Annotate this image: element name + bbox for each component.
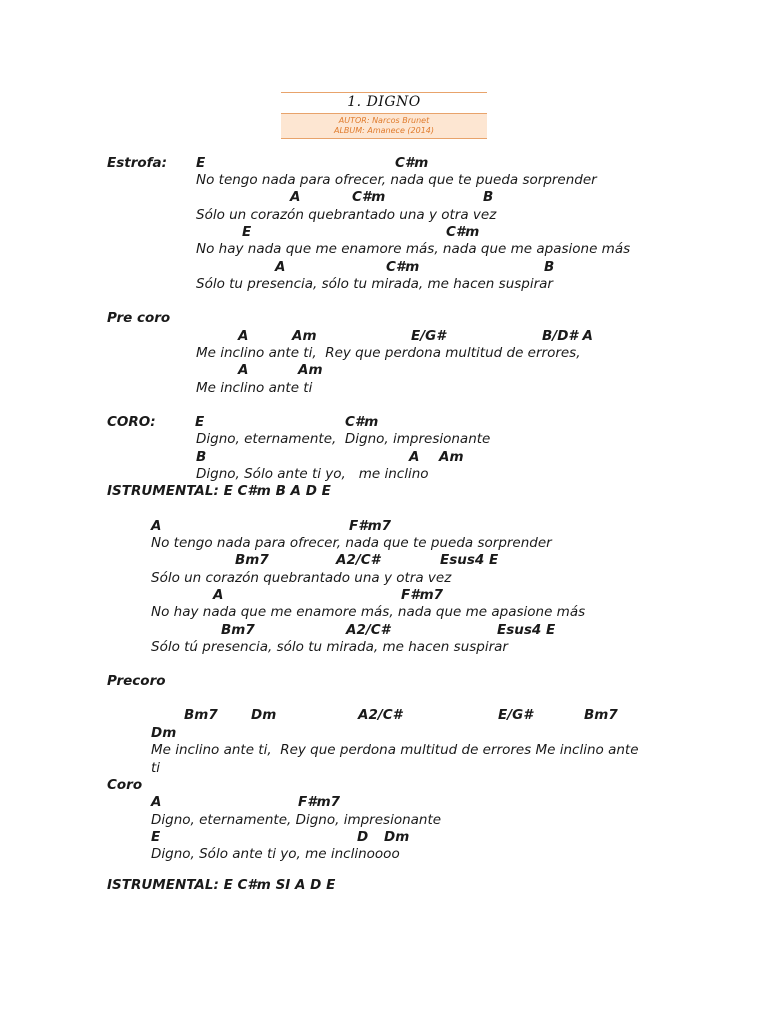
chord-label: Bm7 [184, 707, 218, 723]
lyric-line: Digno, eternamente, Digno, impresionante [151, 812, 442, 828]
chord-label: Am [298, 362, 323, 378]
chord-label: B/D# A [542, 328, 593, 344]
lyric-line: Digno, eternamente, Digno, impresionante [196, 431, 491, 447]
chord-label: D [357, 829, 369, 845]
chord-label: F#m7 [401, 587, 444, 603]
chord-label: A2/C# [346, 622, 391, 638]
lyric-line: No tengo nada para ofrecer, nada que te pueda sorprender [196, 172, 597, 188]
lyric-line: No hay nada que me enamore más, nada que me apasione más [196, 241, 631, 257]
chord-label: C#m [446, 224, 480, 240]
lyric-line: Sólo tu presencia, sólo tu mirada, me hacen suspirar [196, 276, 553, 292]
section-label: ISTRUMENTAL: E C#m SI A D E [107, 877, 336, 893]
author-credit: AUTOR: Narcos Brunet [338, 116, 430, 125]
lyric-line: No hay nada que me enamore más, nada que me apasione más [151, 604, 586, 620]
chord-label: C#m [352, 189, 386, 205]
song-number: 1. [347, 94, 362, 110]
chord-label: E [151, 829, 161, 845]
chord-label: E [195, 414, 205, 430]
chord-label: C#m [395, 155, 429, 171]
chord-label: F#m7 [298, 794, 341, 810]
lyric-line: Me inclino ante ti [196, 380, 313, 396]
chord-label: Am [439, 449, 464, 465]
chord-label: A [290, 189, 301, 205]
section-label: Precoro [107, 673, 166, 689]
chord-label: C#m [345, 414, 379, 430]
credits-band [281, 113, 487, 139]
lyric-line: ti [151, 760, 161, 776]
chord-label: E [196, 155, 206, 171]
lyric-line: No tengo nada para ofrecer, nada que te pueda sorprender [151, 535, 552, 551]
chord-label: E/G# [498, 707, 533, 723]
lyric-line: Sólo un corazón quebrantado una y otra vez [196, 207, 497, 223]
chord-label: B [544, 259, 555, 275]
chord-label: B [483, 189, 494, 205]
album-credit: ALBUM: Amanece (2014) [333, 126, 435, 135]
section-label: Pre coro [107, 310, 171, 326]
chord-label: A [213, 587, 224, 603]
chord-label: B [196, 449, 207, 465]
chord-label: E [242, 224, 252, 240]
chord-label: Dm [384, 829, 410, 845]
chord-label: A [409, 449, 420, 465]
chord-label: Bm7 [221, 622, 255, 638]
lyric-line: Me inclino ante ti, Rey que perdona multitud de errores Me inclino ante [151, 742, 639, 758]
lyric-line: Me inclino ante ti, Rey que perdona multitud de errores, [196, 345, 581, 361]
chord-label: E/G# [411, 328, 446, 344]
header-top-rule [281, 92, 487, 93]
section-label: Estrofa: [107, 155, 168, 171]
chord-label: A [275, 259, 286, 275]
lyric-line: Sólo tú presencia, sólo tu mirada, me hacen suspirar [151, 639, 508, 655]
chord-label: A [151, 794, 162, 810]
lyric-line: Digno, Sólo ante ti yo, me inclinoooo [151, 846, 400, 862]
song-header [281, 92, 487, 138]
chord-label: A [238, 362, 249, 378]
chord-label: C#m [386, 259, 420, 275]
chord-label: A [238, 328, 249, 344]
song-title [281, 94, 487, 110]
section-label: Coro [107, 777, 143, 793]
section-label: CORO: [107, 414, 156, 430]
chord-label: A [151, 518, 162, 534]
chord-label: Esus4 E [497, 622, 556, 638]
chord-label: A2/C# [336, 552, 381, 568]
chord-label: Dm [151, 725, 177, 741]
section-label: ISTRUMENTAL: E C#m B A D E [107, 483, 331, 499]
song-title-text: DIGNO [366, 94, 421, 110]
chord-label: Bm7 [235, 552, 269, 568]
chord-label: Dm [251, 707, 277, 723]
chord-label: F#m7 [349, 518, 392, 534]
chord-label: A2/C# [358, 707, 403, 723]
chord-label: Bm7 [584, 707, 618, 723]
chord-label: Esus4 E [440, 552, 499, 568]
lyric-line: Digno, Sólo ante ti yo, me inclino [196, 466, 429, 482]
chord-label: Am [292, 328, 317, 344]
lyric-line: Sólo un corazón quebrantado una y otra vez [151, 570, 452, 586]
